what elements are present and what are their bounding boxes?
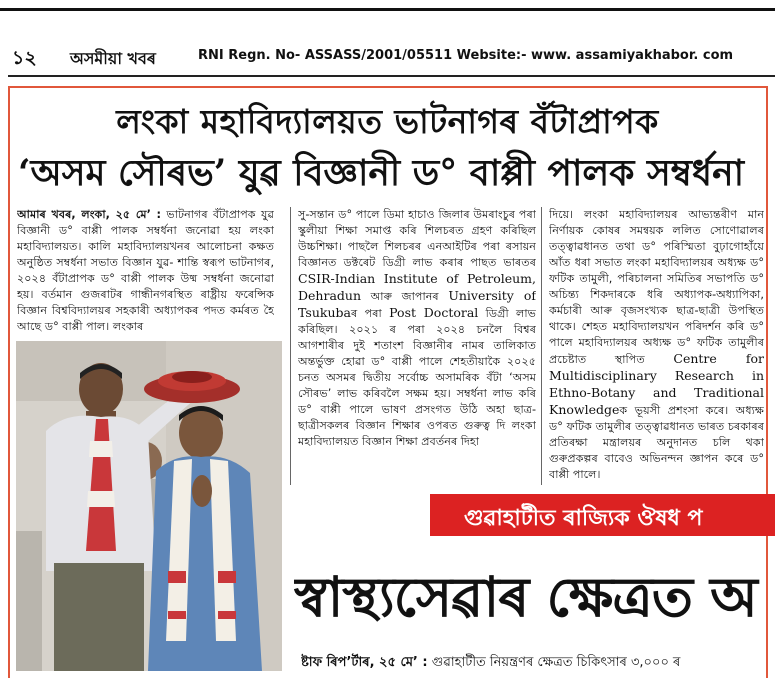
page-masthead [8, 44, 768, 72]
masthead-rule [8, 75, 775, 77]
felicitation-photo-illustration [16, 341, 282, 671]
felicitation-photo [16, 341, 282, 671]
next-story-headline-text: স্বাস্থ্যসেৱাৰ ক্ষেত্ৰত অ [294, 564, 757, 626]
article-column-2 [298, 207, 536, 485]
institute-name: CSIR-Indian Institute of Petroleum, Dehradun [298, 271, 536, 303]
byline-label: ষ্টাফ ৰিপ’ৰ্টাৰ, ২৫ মে’ : [301, 655, 428, 670]
article-column-3 [549, 207, 764, 485]
byline-text: গুৱাহাটীত নিয়ন্ত্ৰণৰ ক্ষেত্ৰত চিকিৎসাৰ ৩,০০০ ৰ [427, 655, 681, 670]
article-column-1 [17, 207, 274, 337]
dateline: আমাৰ খবৰ, লংকা, ২৫ মে’ : [17, 208, 162, 221]
column-3-text-2: ক ভূয়সী প্ৰশংসা কৰে। অধ্যক্ষ ড° ফটিক তামুলীৰ তত্ত্বাৱধানত ভাৰত চৰকাৰৰ প্ৰতিৰক্ষা মন্ত্ৰালয়ৰ অনুদানত চলি থকা গুৰুপ্ৰকল্পৰ বাবেও অভিনন্দন জ্ঞাপন কৰে ড° বাপ্পী পালে। [549, 404, 764, 481]
column-2-text-2: ডিগ্ৰী লাভ কৰিছিল। ২০২১ ৰ পৰা ২০২৪ চনলৈ বিশ্বৰ আগশাৰীৰ দুই শতাংশ বিজ্ঞানীৰ নামৰ তালিকাত অন্তৰ্ভুক্ত হোৱা ড° বাপ্পী পালে শেহতীয়াকৈ ২০২৫ চনত অসমৰ দ্বিতীয় সৰ্বোচ্চ অসামৰিক বঁটা ‘অসম সৌৰভ’ লাভ কৰিবলৈ সক্ষম হয়। সম্বৰ্ধনা লাভ কৰি ড° বাপ্পী পালে ভাষণ প্ৰসংগত উঠি অহা ছাত্ৰ-ছাত্ৰীসকলৰ বিজ্ঞান শিক্ষাৰ ওপৰত গুৰুত্ব দি লংকা মহাবিদ্যালয়ত বিজ্ঞান শিক্ষা প্ৰবৰ্তনৰ দিহা [298, 307, 536, 448]
paper-name: অসমীয়া খবৰ [70, 49, 156, 68]
rni-website-line: RNI Regn. No- ASSASS/2001/05511 Website:- www. assamiyakhabor. com [198, 48, 734, 63]
column-divider [541, 207, 542, 485]
degree-name: Post Doctoral [389, 305, 479, 320]
research-centre-name: Centre for Multidisciplinary Research in Ethno-Botany and Traditional Knowledge [549, 351, 764, 417]
university-name: University of Tsukuba [298, 288, 536, 320]
column-2-text: সু-সন্তান ড° পালে ডিমা হাচাও জিলাৰ উমৰাংচুৰ পৰা স্কুলীয়া শিক্ষা সমাপ্ত কৰি শিলচৰত গ্ৰহণ কৰিছিল উচ্চশিক্ষা। পাছলৈ শিলচৰৰ এনআইটিৰ পৰা ৰসায়ন বিজ্ঞানত ডক্টৰেট ডিগ্ৰী লাভ কৰাৰ পাছত ভাৰতৰ [298, 208, 536, 269]
column-2-conj-2: ৰ পৰা [350, 307, 382, 320]
next-story-headline [294, 556, 775, 626]
top-rule [0, 8, 775, 11]
headline-line-1: লংকা মহাবিদ্যালয়ত ভাটনাগৰ বঁটাপ্ৰাপক [116, 102, 659, 141]
next-story-banner [430, 494, 775, 536]
column-divider [290, 207, 291, 485]
next-story-banner-text: গুৱাহাটীত ৰাজ্যিক ঔষধ প [464, 505, 703, 531]
column-3-text: দিয়ে। লংকা মহাবিদ্যালয়ৰ আভ্যন্তৰীণ মান নিৰ্ণায়ক কোষৰ সমন্বয়ক ললিত সোণোৱালৰ তত্ত্বাৱধানত তথা ড° পৰিস্মিতা বুঢ়াগোহাঁয়ে আঁত ধৰা সভাত লংকা মহাবিদ্যালয়ৰ অধ্যক্ষ ড° ফটিক তামুলী, পৰিচালনা সমিতিৰ সভাপতি ড° অচিন্ত্য শিকদাৰকে ধৰি অধ্যাপক-অধ্যাপিকা, কৰ্মচাৰী আৰু বৃজসংখ্যক ছাত্ৰ-ছাত্ৰী উপস্থিত থাকে। শেহত মহাবিদ্যালয়খন পৰিদৰ্শন কৰি ড° পালে মহাবিদ্যালয়ৰ অধ্যক্ষ ড° ফটিক তামুলীৰ প্ৰচেষ্টাত স্থাপিত [549, 208, 764, 366]
page-number: ১২ [12, 47, 37, 69]
next-story-byline [301, 653, 775, 673]
column-2-conj: আৰু জাপানৰ [370, 290, 439, 303]
headline-line-2: ‘অসম সৌৰভ’ যুৱ বিজ্ঞানী ড° বাপ্পী পালক সম্বৰ্ধনা [18, 152, 745, 194]
column-1-text: ভাটনাগৰ বঁটাপ্ৰাপক যুৱ বিজ্ঞানী ড° বাপ্পী পালক সম্বৰ্ধনা জনোৱা হয় লংকা মহাবিদ্যালয়ত। কালি মহাবিদ্যালয়খনৰ আলোচনা কক্ষত অনুষ্ঠিত সম্বৰ্ধনা সভাত বিজ্ঞান যুৱ- শান্তি স্বৰূপ ভাটনাগৰ, ২০২৪ বঁটাপ্ৰাপক ড° বাপ্পী পালক উষ্ম সম্বৰ্ধনা জনোৱা হয়। বৰ্তমান গুজৰাটৰ গান্ধীনগৰস্থিত ৰাষ্ট্ৰীয় ফৰেন্সিক বিজ্ঞান বিশ্ববিদ্যালয়ৰ সহকাৰী অধ্যাপকৰ পদত কৰ্মৰত হৈ আছে ড° বাপ্পী পাল। লংকাৰ [17, 208, 274, 333]
